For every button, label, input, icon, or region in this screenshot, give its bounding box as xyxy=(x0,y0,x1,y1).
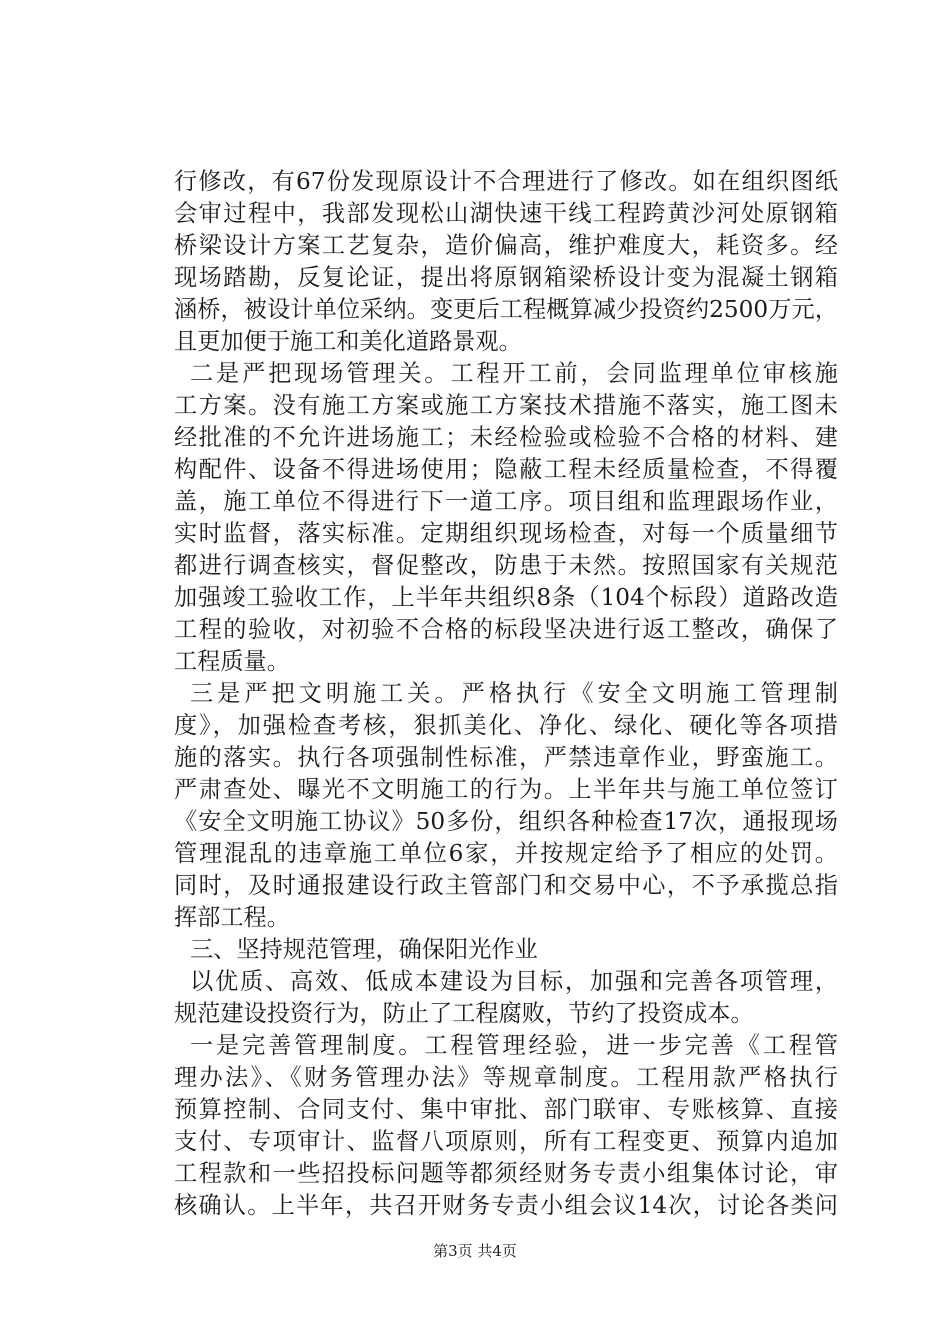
text-line: 严肃查处、曝光不文明施工的行为。上半年共与施工单位签订 xyxy=(174,776,838,803)
text-line: 涵桥，被设计单位采纳。变更后工程概算减少投资约2500万元， xyxy=(174,296,838,323)
text-line: 工方案。没有施工方案或施工方案技术措施不落实，施工图未 xyxy=(174,392,838,419)
text-line: 《安全文明施工协议》50多份，组织各种检查17次，通报现场 xyxy=(174,808,838,835)
text-line: 工程质量。 xyxy=(174,648,290,675)
text-line: 且更加便于施工和美化道路景观。 xyxy=(174,328,522,355)
text-line: 构配件、设备不得进场使用；隐蔽工程未经质量检查，不得覆 xyxy=(174,456,838,483)
text-line: 盖，施工单位不得进行下一道工序。项目组和监理跟场作业， xyxy=(174,488,838,515)
text-line: 实时监督，落实标准。定期组织现场检查，对每一个质量细节 xyxy=(174,520,838,547)
text-line: 工程的验收，对初验不合格的标段坚决进行返工整改，确保了 xyxy=(174,616,838,643)
text-line: 一是完善管理制度。工程管理经验，进一步完善《工程管 xyxy=(190,1032,838,1059)
text-line: 预算控制、合同支付、集中审批、部门联审、专账核算、直接 xyxy=(174,1096,838,1123)
text-line: 工程款和一些招投标问题等都须经财务专责小组集体讨论，审 xyxy=(174,1160,838,1187)
text-line: 经批准的不允许进场施工；未经检验或检验不合格的材料、建 xyxy=(174,424,838,451)
text-line: 二是严把现场管理关。工程开工前，会同监理单位审核施 xyxy=(190,360,838,387)
text-line: 规范建设投资行为，防止了工程腐败，节约了投资成本。 xyxy=(174,1000,754,1027)
text-line: 度》，加强检查考核，狠抓美化、净化、绿化、硬化等各项措 xyxy=(174,712,838,739)
text-line: 挥部工程。 xyxy=(174,904,290,931)
text-line: 都进行调查核实，督促整改，防患于未然。按照国家有关规范 xyxy=(174,552,838,579)
text-line: 会审过程中，我部发现松山湖快速干线工程跨黄沙河处原钢箱 xyxy=(174,200,838,227)
text-line: 施的落实。执行各项强制性标准，严禁违章作业，野蛮施工。 xyxy=(174,744,838,771)
body-text xyxy=(174,166,838,1222)
text-line: 三、坚持规范管理，确保阳光作业 xyxy=(190,936,538,963)
text-line: 三是严把文明施工关。严格执行《安全文明施工管理制 xyxy=(190,680,838,707)
text-line: 理办法》、《财务管理办法》等规章制度。工程用款严格执行 xyxy=(174,1064,838,1091)
text-line: 行修改，有67份发现原设计不合理进行了修改。如在组织图纸 xyxy=(174,168,838,195)
text-line: 核确认。上半年，共召开财务专责小组会议14次，讨论各类问 xyxy=(174,1192,838,1219)
text-line: 以优质、高效、低成本建设为目标，加强和完善各项管理， xyxy=(190,968,838,995)
text-line: 同时，及时通报建设行政主管部门和交易中心，不予承揽总指 xyxy=(174,872,838,899)
text-line: 现场踏勘，反复论证，提出将原钢箱梁桥设计变为混凝土钢箱 xyxy=(174,264,838,291)
text-line: 支付、专项审计、监督八项原则，所有工程变更、预算内追加 xyxy=(174,1128,838,1155)
text-line: 桥梁设计方案工艺复杂，造价偏高，维护难度大，耗资多。经 xyxy=(174,232,838,259)
text-line: 管理混乱的违章施工单位6家，并按规定给予了相应的处罚。 xyxy=(174,840,838,867)
page-footer: 第3页 共4页 xyxy=(433,1242,517,1260)
text-line: 加强竣工验收工作，上半年共组织8条（104个标段）道路改造 xyxy=(174,584,838,611)
